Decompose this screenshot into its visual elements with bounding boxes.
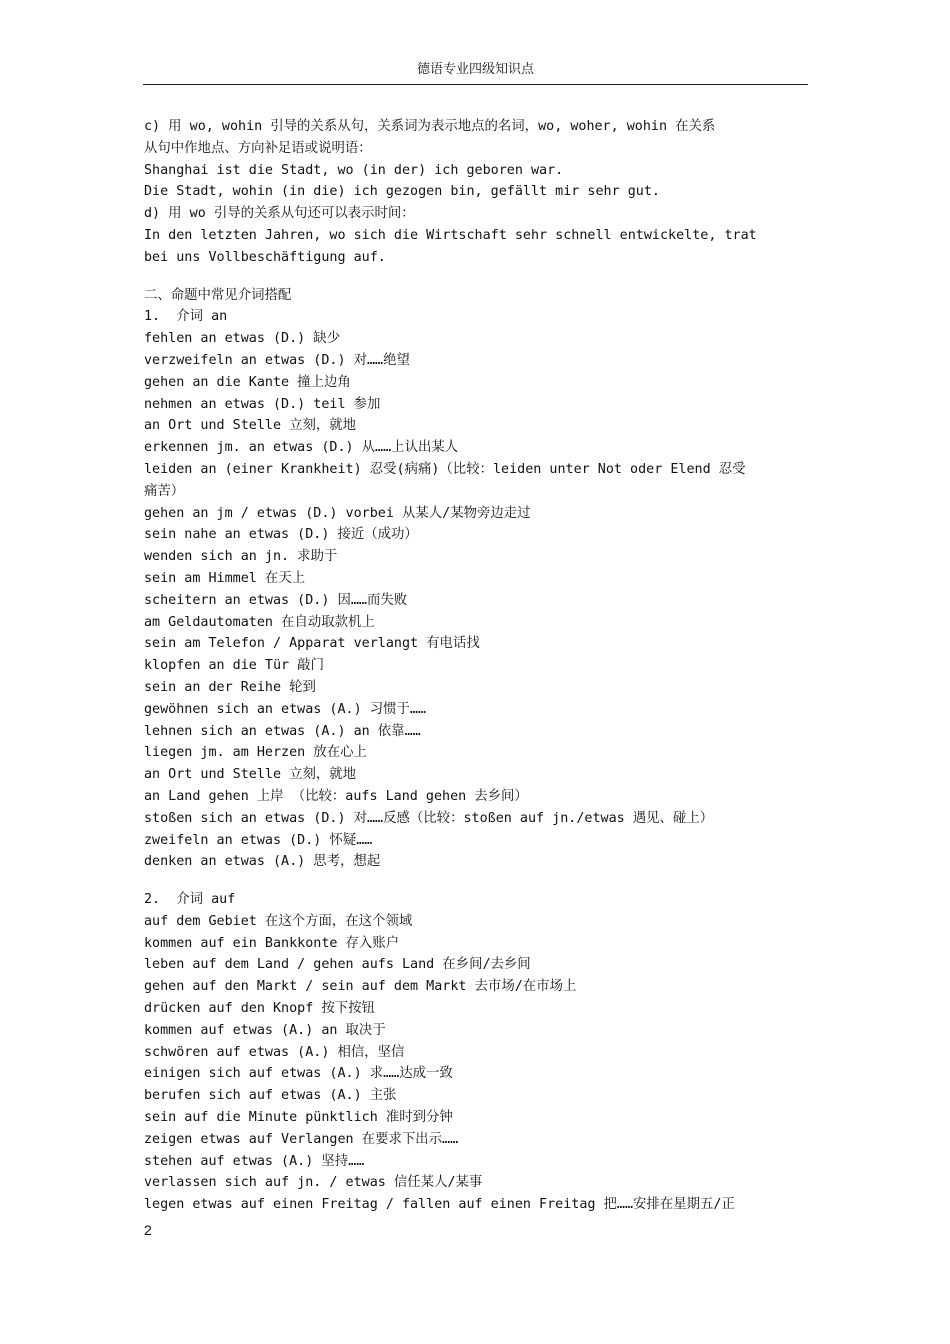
text-line: verlassen sich auf jn. / etwas 信任某人/某事 [144, 1175, 483, 1191]
text-line: gehen an jm / etwas (D.) vorbei 从某人/某物旁边走过 [144, 505, 531, 521]
text-line: scheitern an etwas (D.) 因……而失败 [144, 592, 408, 608]
text-line: an Land gehen 上岸 （比较：aufs Land gehen 去乡间） [144, 788, 528, 804]
text-line: bei uns Vollbeschäftigung auf. [144, 249, 386, 265]
text-line: c) 用 wo, wohin 引导的关系从句，关系词为表示地点的名词，wo, woher, wohin 在关系 [144, 119, 716, 134]
text-line: fehlen an etwas (D.) 缺少 [144, 331, 341, 347]
text-line: kommen auf ein Bankkonte 存入账户 [144, 935, 400, 951]
text-line: lehnen sich an etwas (A.) an 依靠…… [144, 723, 421, 739]
preposition-auf-section [144, 889, 806, 1216]
text-line: gewöhnen sich an etwas (A.) 习惯于…… [144, 701, 427, 717]
relative-clause-section [144, 116, 806, 269]
text-line: sein an der Reihe 轮到 [144, 679, 316, 695]
page-header-title: 德语专业四级知识点 [143, 60, 808, 85]
text-line: 2. 介词 auf [144, 892, 236, 908]
text-line: zeigen etwas auf Verlangen 在要求下出示…… [144, 1131, 459, 1147]
text-line: auf dem Gebiet 在这个方面，在这个领域 [144, 913, 413, 929]
text-line: verzweifeln an etwas (D.) 对……绝望 [144, 352, 410, 368]
text-line: sein auf die Minute pünktlich 准时到分钟 [144, 1110, 453, 1126]
paragraph-gap [144, 873, 806, 889]
text-line: berufen sich auf etwas (A.) 主张 [144, 1088, 397, 1104]
text-line: drücken auf den Knopf 按下按钮 [144, 1001, 375, 1017]
text-line: sein am Telefon / Apparat verlangt 有电话找 [144, 636, 480, 652]
text-line: schwören auf etwas (A.) 相信，坚信 [144, 1044, 405, 1060]
text-line: legen etwas auf einen Freitag / fallen auf einen Freitag 把……安排在星期五/正 [144, 1197, 735, 1213]
text-line: stoßen sich an etwas (D.) 对……反感（比较：stoßen auf jn./etwas 遇见、碰上） [144, 810, 714, 826]
text-line: 从句中作地点、方向补足语或说明语： [144, 140, 372, 156]
text-line: sein nahe an etwas (D.) 接近（成功） [144, 527, 418, 543]
text-line: leiden an (einer Krankheit) 忍受(病痛)（比较：leiden unter Not oder Elend 忍受 [144, 461, 746, 477]
text-line: Shanghai ist die Stadt, wo (in der) ich geboren war. [144, 162, 564, 178]
text-line: an Ort und Stelle 立刻，就地 [144, 767, 357, 783]
text-line: an Ort und Stelle 立刻，就地 [144, 418, 357, 434]
text-line: Die Stadt, wohin (in die) ich gezogen bin, gefällt mir sehr gut. [144, 184, 660, 200]
text-line: leben auf dem Land / gehen aufs Land 在乡间/去乡间 [144, 957, 531, 973]
text-line: 1. 介词 an [144, 309, 228, 325]
text-line: sein am Himmel 在天上 [144, 570, 306, 586]
paragraph-gap [144, 269, 806, 285]
text-line: stehen auf etwas (A.) 坚持…… [144, 1153, 365, 1169]
text-line: wenden sich an jn. 求助于 [144, 549, 338, 565]
text-line: am Geldautomaten 在自动取款机上 [144, 614, 375, 630]
text-line: d) 用 wo 引导的关系从句还可以表示时间： [144, 206, 415, 222]
page-content [144, 116, 806, 1216]
text-line: In den letzten Jahren, wo sich die Wirtschaft sehr schnell entwickelte, trat [144, 227, 757, 243]
text-line: gehen auf den Markt / sein auf dem Markt 去市场/在市场上 [144, 979, 577, 995]
text-line: gehen an die Kante 撞上边角 [144, 374, 351, 390]
text-line: zweifeln an etwas (D.) 怀疑…… [144, 832, 373, 848]
text-line: kommen auf etwas (A.) an 取决于 [144, 1022, 386, 1038]
text-line: 痛苦） [144, 483, 185, 499]
page-number: 2 [144, 1222, 152, 1238]
text-line: einigen sich auf etwas (A.) 求……达成一致 [144, 1066, 453, 1082]
text-line: denken an etwas (A.) 思考，想起 [144, 854, 381, 870]
preposition-an-section [144, 285, 806, 874]
text-line: nehmen an etwas (D.) teil 参加 [144, 396, 381, 412]
text-line: erkennen jm. an etwas (D.) 从……上认出某人 [144, 440, 459, 456]
text-line: 二、命题中常见介词搭配 [144, 287, 292, 303]
text-line: klopfen an die Tür 敲门 [144, 658, 324, 674]
text-line: liegen jm. am Herzen 放在心上 [144, 745, 367, 761]
